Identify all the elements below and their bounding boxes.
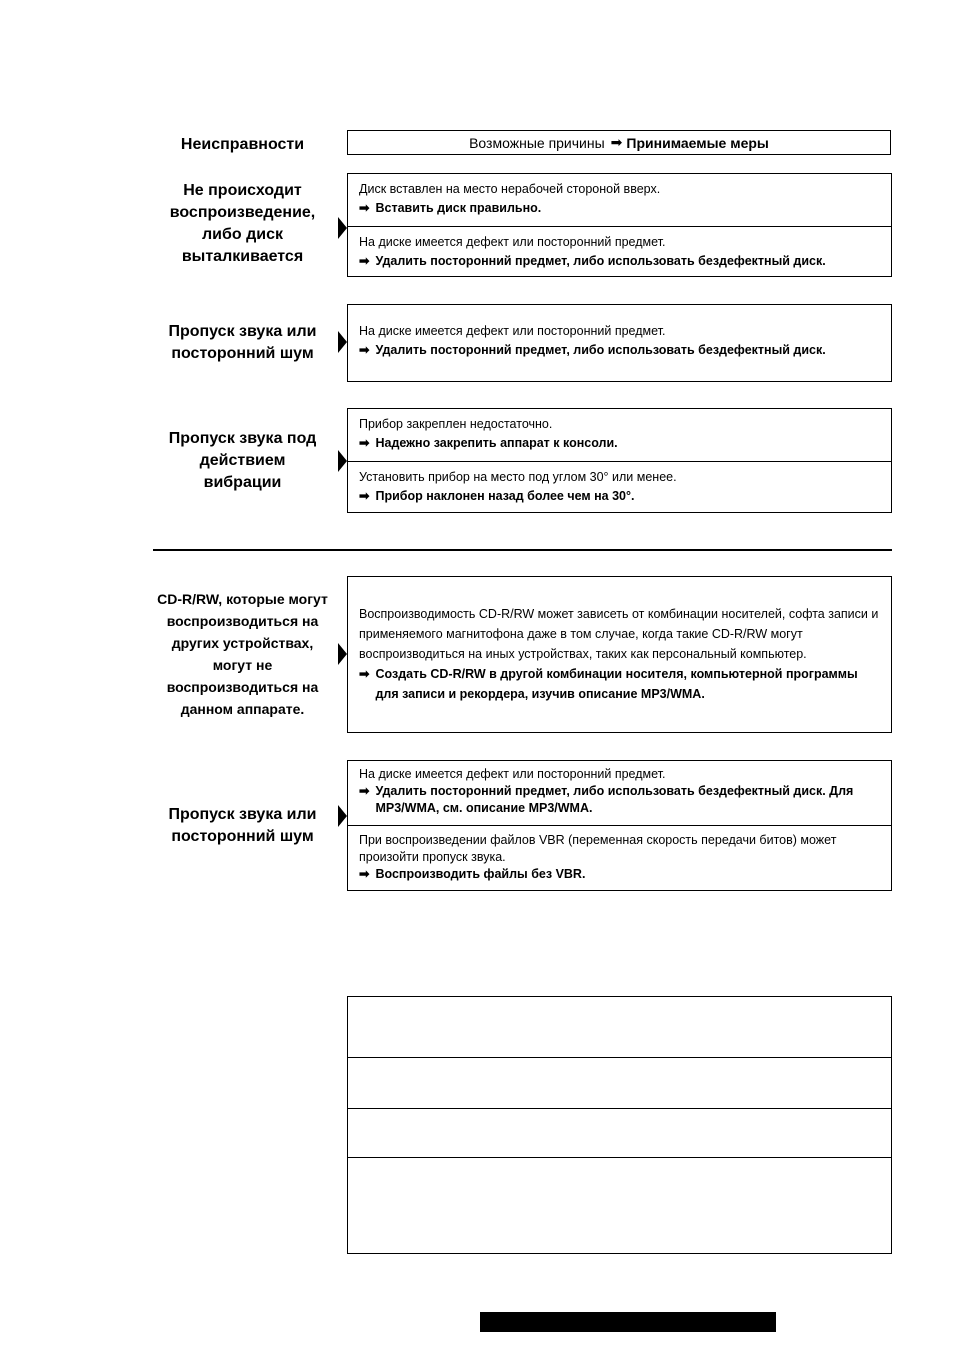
action-text: Надежно закрепить аппарат к консоли. — [375, 436, 618, 450]
action-text: Создать CD-R/RW в другой комбинации носителя, компьютерной программы для записи и рекордера, изучив описание MP3/WMA. — [375, 667, 858, 701]
measures-header-label: Принимаемые меры — [626, 134, 769, 151]
cause-text: На диске имеется дефект или посторонний предмет. — [359, 324, 666, 338]
remedy-item — [348, 461, 891, 513]
remedy-item — [348, 409, 891, 461]
right-arrow-icon: ➡ — [359, 254, 370, 268]
right-arrow-icon: ➡ — [610, 134, 623, 150]
action-line — [359, 252, 881, 271]
problem-line: Пропуск звука или — [168, 323, 317, 340]
action-text: Воспроизводить файлы без VBR. — [375, 867, 586, 881]
remedy-item — [348, 174, 891, 226]
cause-text: Установить прибор на место под углом 30° или менее. — [359, 470, 677, 484]
problems-column-header: Неисправности — [180, 136, 305, 153]
problem-line: CD-R/RW, которые могут — [157, 591, 328, 607]
problem-line: Не происходит — [183, 182, 302, 199]
action-line — [359, 487, 881, 506]
right-arrow-icon: ➡ — [359, 489, 370, 503]
problem-line: воспроизведение, — [169, 204, 316, 221]
remedy-box-sound-skip-mp3 — [347, 760, 892, 891]
pointer-triangle-icon — [338, 331, 347, 353]
pointer-triangle-icon — [338, 450, 347, 472]
problem-label-no-playback — [160, 180, 325, 268]
problem-line: посторонний шум — [171, 345, 314, 362]
right-arrow-icon: ➡ — [359, 784, 370, 798]
causes-measures-header — [347, 130, 891, 155]
remedy-item — [348, 226, 891, 277]
remedy-item — [348, 825, 891, 889]
empty-table-row — [348, 1057, 891, 1108]
cause-text: Воспроизводимость CD-R/RW может зависеть от комбинации носителей, софта записи и применяемого магнитофона даже в том случае, когда такие CD-R/RW могут воспроизводиться на иных устройствах, таких как персональный компьютер. — [359, 607, 879, 661]
action-text: Прибор наклонен назад более чем на 30°. — [375, 489, 635, 503]
cause-text: Прибор закреплен недостаточно. — [359, 417, 553, 431]
problem-line: могут не — [212, 657, 273, 673]
remedy-box-vibration — [347, 408, 892, 513]
action-line — [359, 341, 881, 360]
pointer-triangle-icon — [338, 805, 347, 827]
cause-text: На диске имеется дефект или посторонний предмет. — [359, 767, 666, 781]
action-line — [359, 866, 881, 883]
problem-line: воспроизводиться на — [166, 679, 319, 695]
problem-label-cd-rw — [155, 588, 330, 720]
problem-label-sound-skip-mp3 — [160, 804, 325, 848]
problem-line: Пропуск звука или — [168, 806, 317, 823]
remedy-box-no-playback — [347, 173, 892, 277]
problem-line: действием — [199, 452, 286, 469]
problem-line: данном аппарате. — [180, 701, 305, 717]
right-arrow-icon: ➡ — [359, 867, 370, 881]
cause-text: При воспроизведении файлов VBR (переменная скорость передачи битов) может произойти пропуск звука. — [359, 833, 837, 864]
action-line — [359, 664, 881, 704]
remedy-item — [348, 305, 891, 366]
remedy-box-sound-skip — [347, 304, 892, 382]
problem-line: вибрации — [203, 474, 282, 491]
causes-header-label: Возможные причины — [469, 134, 605, 151]
right-arrow-icon: ➡ — [359, 667, 370, 681]
cause-text: На диске имеется дефект или посторонний предмет. — [359, 235, 666, 249]
empty-table-row — [348, 1157, 891, 1253]
problem-label-vibration — [160, 428, 325, 494]
problem-line: выталкивается — [181, 248, 304, 265]
action-line — [359, 434, 881, 453]
action-text: Удалить посторонний предмет, либо использовать бездефектный диск. — [375, 343, 826, 357]
right-arrow-icon: ➡ — [359, 201, 370, 215]
problem-line: Пропуск звука под — [168, 430, 317, 447]
pointer-triangle-icon — [338, 643, 347, 665]
empty-table-row — [348, 997, 891, 1057]
right-arrow-icon: ➡ — [359, 343, 370, 357]
pointer-triangle-icon — [338, 217, 347, 239]
remedy-item — [348, 577, 891, 710]
remedy-item — [348, 761, 891, 825]
section-divider — [153, 549, 892, 551]
action-text: Удалить посторонний предмет, либо использовать бездефектный диск. — [375, 254, 826, 268]
empty-table-row — [348, 1108, 891, 1157]
problem-line: посторонний шум — [171, 828, 314, 845]
footer-bar — [480, 1312, 776, 1332]
action-line — [359, 783, 881, 817]
problem-label-sound-skip — [160, 321, 325, 365]
action-line — [359, 199, 881, 218]
problem-line: воспроизводиться на — [166, 613, 319, 629]
right-arrow-icon: ➡ — [359, 436, 370, 450]
cause-text: Диск вставлен на место нерабочей стороной вверх. — [359, 182, 661, 196]
empty-table — [347, 996, 892, 1254]
action-text: Вставить диск правильно. — [375, 201, 542, 215]
problem-line: либо диск — [202, 226, 283, 243]
action-text: Удалить посторонний предмет, либо использовать бездефектный диск. Для MP3/WMA, см. описание MP3/WMA. — [375, 784, 854, 815]
remedy-box-cd-rw — [347, 576, 892, 733]
problem-line: других устройствах, — [171, 635, 314, 651]
